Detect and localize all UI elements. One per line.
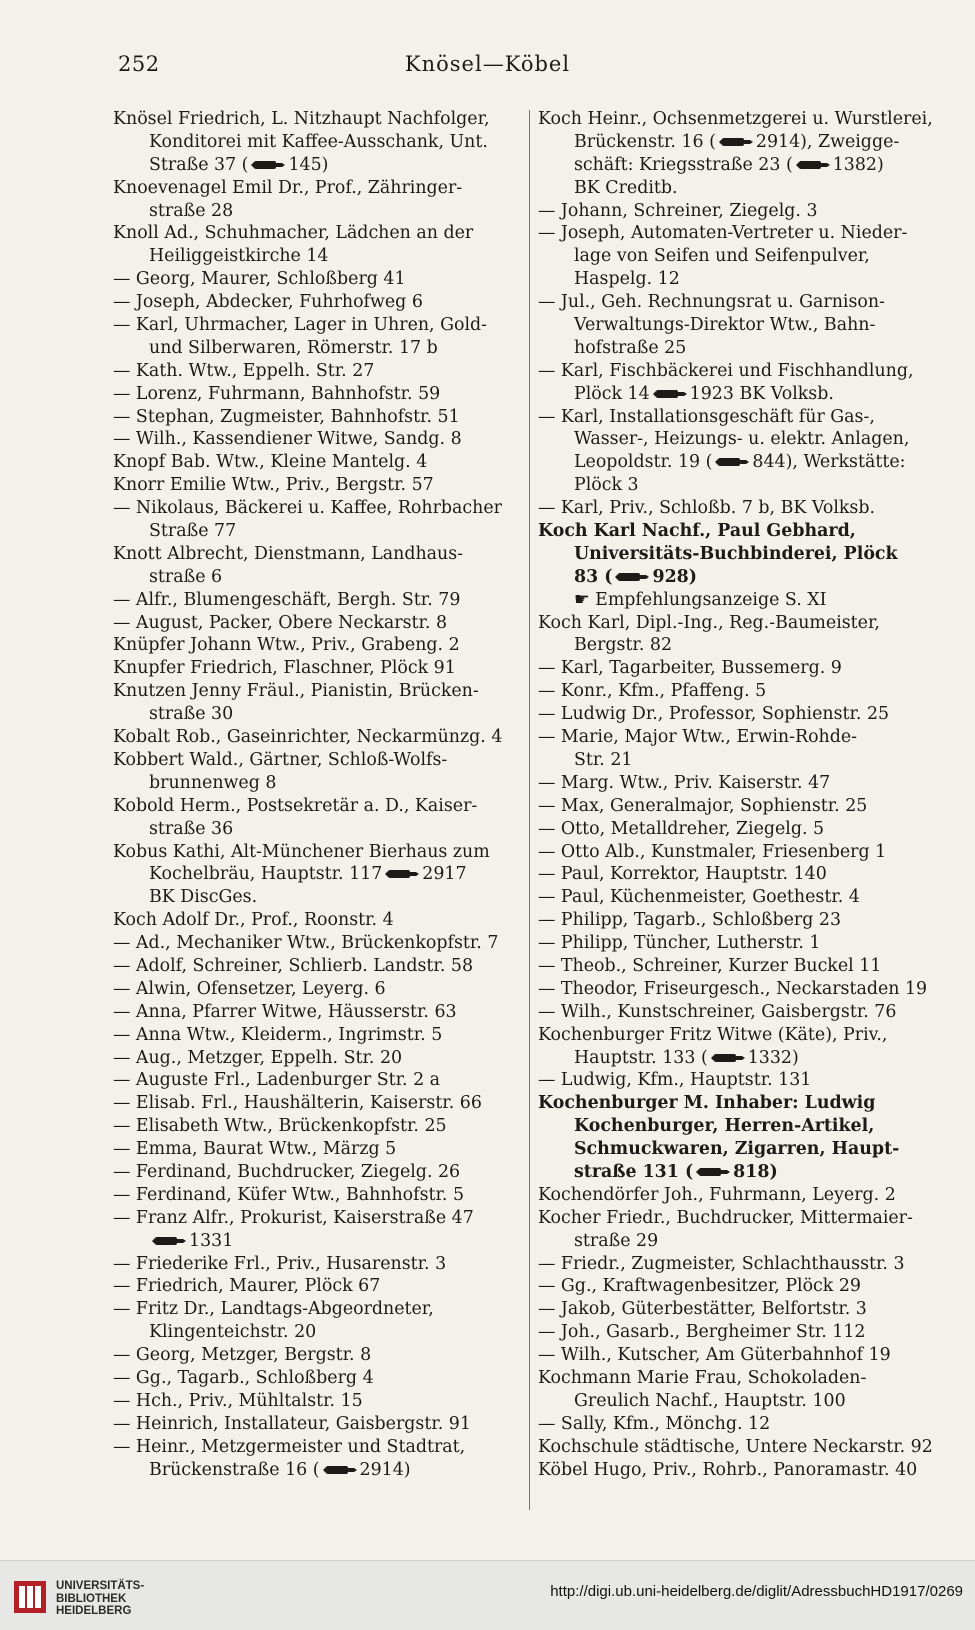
directory-line <box>113 154 523 177</box>
entry-text: — Gg., Kraftwagenbesitzer, Plöck 29 <box>538 1276 861 1297</box>
directory-line <box>538 589 942 612</box>
directory-line <box>538 680 942 703</box>
entry-text: — Joseph, Automaten-Vertreter u. Nieder- <box>538 223 908 244</box>
telephone-icon <box>251 159 285 171</box>
library-name <box>56 1580 144 1618</box>
phone-number: 928) <box>652 566 698 587</box>
directory-line <box>113 1115 523 1138</box>
telephone-icon <box>711 1052 745 1064</box>
directory-line <box>538 1253 942 1276</box>
entry-text: — Friederike Frl., Priv., Husarenstr. 3 <box>113 1253 447 1274</box>
directory-line <box>538 909 942 932</box>
entry-text: Kobus Kathi, Alt-Münchener Bierhaus zum <box>113 841 490 862</box>
right-column <box>538 108 942 1481</box>
entry-text: hofstraße 25 <box>574 337 687 358</box>
entry-text: — August, Packer, Obere Neckarstr. 8 <box>113 612 448 633</box>
page-number: 252 <box>118 52 160 76</box>
entry-text: Greulich Nachf., Hauptstr. 100 <box>574 1390 846 1411</box>
directory-line <box>113 1367 523 1390</box>
directory-line <box>538 955 942 978</box>
directory-line <box>113 222 523 245</box>
directory-line <box>538 1024 942 1047</box>
entry-text: Str. 21 <box>574 749 633 770</box>
directory-line <box>538 841 942 864</box>
library-name-line: HEIDELBERG <box>56 1605 132 1617</box>
directory-line <box>538 428 942 451</box>
directory-line <box>113 1344 523 1367</box>
directory-line <box>538 1207 942 1230</box>
entry-text: lage von Seifen und Seifenpulver, <box>574 246 870 267</box>
entry-text: — Theob., Schreiner, Kurzer Buckel 11 <box>538 955 882 976</box>
entry-text: — Heinrich, Installateur, Gaisbergstr. 91 <box>113 1413 471 1434</box>
directory-line <box>538 1367 942 1390</box>
directory-line <box>538 772 942 795</box>
directory-line <box>538 1390 942 1413</box>
entry-text: Brückenstraße 16 ( <box>149 1459 320 1480</box>
directory-line <box>538 451 942 474</box>
entry-text: — Paul, Korrektor, Hauptstr. 140 <box>538 864 827 885</box>
entry-text: Plöck 14 <box>574 383 650 404</box>
directory-line <box>113 1436 523 1459</box>
directory-line <box>538 360 942 383</box>
entry-text: — Alfr., Blumengeschäft, Bergh. Str. 79 <box>113 589 461 610</box>
directory-line <box>113 772 523 795</box>
directory-line <box>538 474 942 497</box>
entry-text: — Elisabeth Wtw., Brückenkopfstr. 25 <box>113 1116 447 1137</box>
directory-line <box>113 245 523 268</box>
directory-line <box>538 497 942 520</box>
entry-text: — Max, Generalmajor, Sophienstr. 25 <box>538 795 868 816</box>
directory-line <box>113 520 523 543</box>
entry-text: Knorr Emilie Wtw., Priv., Bergstr. 57 <box>113 475 434 496</box>
entry-text: Brückenstr. 16 ( <box>574 131 716 152</box>
telephone-icon <box>385 868 419 880</box>
directory-line <box>538 886 942 909</box>
directory-line <box>538 978 942 1001</box>
entry-text: Klingenteichstr. 20 <box>149 1322 317 1343</box>
directory-line <box>113 1024 523 1047</box>
directory-line <box>113 1275 523 1298</box>
directory-line <box>113 566 523 589</box>
directory-line <box>113 177 523 200</box>
entry-text: Kochendörfer Joh., Fuhrmann, Leyerg. 2 <box>538 1184 896 1205</box>
phone-number: 2914) <box>359 1459 411 1480</box>
entry-text: — Ludwig, Kfm., Hauptstr. 131 <box>538 1070 812 1091</box>
entry-text: straße 36 <box>149 818 234 839</box>
entry-text: Kochenburger Fritz Witwe (Käte), Priv., <box>538 1024 888 1045</box>
directory-line <box>113 337 523 360</box>
entry-text: — Fritz Dr., Landtags-Abgeordneter, <box>113 1299 434 1320</box>
directory-line <box>538 1184 942 1207</box>
entry-text: 83 ( <box>574 566 613 587</box>
directory-line <box>538 1161 942 1184</box>
directory-line <box>538 1298 942 1321</box>
entry-text: Universitäts-Buchbinderei, Plöck <box>574 543 898 564</box>
entry-text: — Joh., Gasarb., Bergheimer Str. 112 <box>538 1322 866 1343</box>
entry-text: Straße 37 ( <box>149 154 249 175</box>
directory-line <box>538 726 942 749</box>
directory-line <box>113 314 523 337</box>
phone-number: 2914), Zweigge- <box>755 131 900 152</box>
directory-line <box>538 1275 942 1298</box>
directory-line <box>113 1253 523 1276</box>
directory-line <box>538 154 942 177</box>
directory-line <box>113 497 523 520</box>
directory-line <box>113 474 523 497</box>
directory-line <box>113 726 523 749</box>
entry-text: — Alwin, Ofensetzer, Leyerg. 6 <box>113 978 386 999</box>
phone-number: 844), Werkstätte: <box>752 452 906 473</box>
entry-text: — Ad., Mechaniker Wtw., Brückenkopfstr. 7 <box>113 933 499 954</box>
entry-text: straße 29 <box>574 1230 659 1251</box>
entry-text: — Sally, Kfm., Mönchg. 12 <box>538 1413 771 1434</box>
directory-line <box>538 406 942 429</box>
entry-text: Koch Karl Nachf., Paul Gebhard, <box>538 521 856 542</box>
entry-text: — Otto Alb., Kunstmaler, Friesenberg 1 <box>538 841 887 862</box>
directory-line <box>113 360 523 383</box>
phone-number: 818) <box>733 1161 778 1182</box>
directory-line <box>538 612 942 635</box>
directory-line <box>538 634 942 657</box>
directory-line <box>113 589 523 612</box>
entry-text: Schmuckwaren, Zigarren, Haupt- <box>574 1139 900 1160</box>
phone-number: 1382) <box>832 154 884 175</box>
entry-text: — Georg, Metzger, Bergstr. 8 <box>113 1345 372 1366</box>
directory-line <box>113 268 523 291</box>
entry-text: — Joseph, Abdecker, Fuhrhofweg 6 <box>113 292 423 313</box>
entry-text: Bergstr. 82 <box>574 635 673 656</box>
directory-line <box>538 108 942 131</box>
directory-line <box>113 1459 523 1482</box>
entry-text: — Konr., Kfm., Pfaffeng. 5 <box>538 681 767 702</box>
directory-line <box>113 1390 523 1413</box>
entry-text: schäft: Kriegsstraße 23 ( <box>574 154 793 175</box>
entry-text: — Jakob, Güterbestätter, Belfortstr. 3 <box>538 1299 867 1320</box>
directory-line <box>113 383 523 406</box>
entry-text: Haspelg. 12 <box>574 269 680 290</box>
directory-line <box>113 1207 523 1230</box>
entry-text: — Wilh., Kunstschreiner, Gaisbergstr. 76 <box>538 1001 897 1022</box>
entry-text: Knott Albrecht, Dienstmann, Landhaus- <box>113 543 464 564</box>
directory-line <box>538 268 942 291</box>
entry-text: straße 131 ( <box>574 1161 694 1182</box>
directory-line <box>113 1298 523 1321</box>
entry-text: Knupfer Friedrich, Flaschner, Plöck 91 <box>113 658 456 679</box>
phone-number: 2917 <box>422 864 467 885</box>
entry-text: — Karl, Tagarbeiter, Bussemerg. 9 <box>538 658 842 679</box>
telephone-icon <box>796 159 830 171</box>
directory-line <box>538 1344 942 1367</box>
directory-line <box>113 200 523 223</box>
entry-text: — Theodor, Friseurgesch., Neckarstaden 19 <box>538 978 928 999</box>
entry-text: Knösel Friedrich, L. Nitzhaupt Nachfolger, <box>113 109 490 129</box>
entry-text: Kochenburger, Herren-Artikel, <box>574 1116 875 1137</box>
directory-line <box>113 543 523 566</box>
entry-text: Koch Heinr., Ochsenmetzgerei u. Wurstlerei, <box>538 109 933 129</box>
directory-line <box>113 818 523 841</box>
directory-line <box>538 1001 942 1024</box>
directory-line <box>113 1413 523 1436</box>
directory-line <box>113 428 523 451</box>
left-column <box>113 108 523 1481</box>
directory-line <box>113 406 523 429</box>
entry-text: — Emma, Baurat Wtw., Märzg 5 <box>113 1139 397 1160</box>
entry-text: Knopf Bab. Wtw., Kleine Mantelg. 4 <box>113 452 428 473</box>
entry-text: — Jul., Geh. Rechnungsrat u. Garnison- <box>538 292 885 313</box>
entry-text: brunnenweg 8 <box>149 772 277 793</box>
entry-text: BK Creditb. <box>574 177 678 198</box>
directory-line <box>113 955 523 978</box>
directory-line <box>538 795 942 818</box>
directory-line <box>538 337 942 360</box>
entry-text: — Elisab. Frl., Haushälterin, Kaiserstr. 66 <box>113 1093 482 1114</box>
entry-text: Knoll Ad., Schuhmacher, Lädchen an der <box>113 223 474 244</box>
entry-text: straße 28 <box>149 200 234 221</box>
telephone-icon <box>715 456 749 468</box>
directory-line <box>113 886 523 909</box>
telephone-icon <box>323 1464 357 1476</box>
directory-line <box>113 795 523 818</box>
directory-line <box>538 1459 942 1482</box>
entry-text: ☛ Empfehlungsanzeige S. XI <box>574 589 827 610</box>
entry-text: Hauptstr. 133 ( <box>574 1047 708 1068</box>
directory-line <box>113 863 523 886</box>
directory-line <box>113 451 523 474</box>
entry-text: Kochelbräu, Hauptstr. 117 <box>149 864 383 885</box>
entry-text: — Ludwig Dr., Professor, Sophienstr. 25 <box>538 704 890 725</box>
directory-line <box>538 314 942 337</box>
telephone-icon <box>719 136 753 148</box>
column-divider <box>529 110 530 1510</box>
entry-text: Koch Adolf Dr., Prof., Roonstr. 4 <box>113 910 394 931</box>
directory-line <box>538 1115 942 1138</box>
entry-text: — Anna Wtw., Kleiderm., Ingrimstr. 5 <box>113 1024 443 1045</box>
directory-line <box>538 863 942 886</box>
entry-text: — Lorenz, Fuhrmann, Bahnhofstr. 59 <box>113 383 441 404</box>
entry-text: — Georg, Maurer, Schloßberg 41 <box>113 269 406 290</box>
entry-text: — Stephan, Zugmeister, Bahnhofstr. 51 <box>113 406 460 427</box>
entry-text: straße 30 <box>149 704 234 725</box>
entry-text: straße 6 <box>149 566 223 587</box>
directory-line <box>538 291 942 314</box>
directory-line <box>538 245 942 268</box>
directory-line <box>113 749 523 772</box>
directory-line <box>538 1413 942 1436</box>
directory-line <box>538 383 942 406</box>
directory-line <box>538 131 942 154</box>
directory-line <box>538 1092 942 1115</box>
entry-text: — Aug., Metzger, Eppelh. Str. 20 <box>113 1047 403 1068</box>
entry-text: — Heinr., Metzgermeister und Stadtrat, <box>113 1436 466 1457</box>
entry-text: Verwaltungs-Direktor Wtw., Bahn- <box>574 315 876 336</box>
directory-line <box>538 1230 942 1253</box>
phone-number: 1332) <box>747 1047 799 1068</box>
directory-line <box>538 703 942 726</box>
entry-text: — Otto, Metalldreher, Ziegelg. 5 <box>538 818 825 839</box>
directory-line <box>538 657 942 680</box>
entry-text: Kochenburger M. Inhaber: Ludwig <box>538 1093 876 1114</box>
directory-line <box>113 680 523 703</box>
entry-text: — Marie, Major Wtw., Erwin-Rohde- <box>538 727 858 748</box>
entry-text: Kochmann Marie Frau, Schokoladen- <box>538 1367 867 1388</box>
entry-text: — Auguste Frl., Ladenburger Str. 2 a <box>113 1070 441 1091</box>
phone-number: 1923 BK Volksb. <box>689 383 834 404</box>
entry-text: — Karl, Priv., Schloßb. 7 b, BK Volksb. <box>538 498 876 519</box>
entry-text: Kochschule städtische, Untere Neckarstr. 92 <box>538 1436 933 1457</box>
entry-text: — Karl, Uhrmacher, Lager in Uhren, Gold- <box>113 315 488 336</box>
entry-text: — Hch., Priv., Mühltalstr. 15 <box>113 1390 363 1411</box>
directory-line <box>538 1321 942 1344</box>
telephone-icon <box>696 1166 730 1178</box>
entry-text: und Silberwaren, Römerstr. 17 b <box>149 337 438 358</box>
entry-text: Kobbert Wald., Gärtner, Schloß-Wolfs- <box>113 749 448 770</box>
directory-line <box>113 1184 523 1207</box>
entry-text: Koch Karl, Dipl.-Ing., Reg.-Baumeister, <box>538 612 880 633</box>
entry-text: Knüpfer Johann Wtw., Priv., Grabeng. 2 <box>113 635 460 656</box>
directory-line <box>113 1161 523 1184</box>
entry-text: — Johann, Schreiner, Ziegelg. 3 <box>538 200 818 221</box>
directory-line <box>113 1001 523 1024</box>
entry-text: — Paul, Küchenmeister, Goethestr. 4 <box>538 887 860 908</box>
telephone-icon <box>615 571 649 583</box>
entry-text: Straße 77 <box>149 521 237 542</box>
directory-line <box>113 932 523 955</box>
entry-text: — Franz Alfr., Prokurist, Kaiserstraße 47 <box>113 1207 474 1228</box>
directory-line <box>113 612 523 635</box>
directory-line <box>538 520 942 543</box>
entry-text: — Adolf, Schreiner, Schlierb. Landstr. 58 <box>113 955 474 976</box>
entry-text: Kobold Herm., Postsekretär a. D., Kaiser- <box>113 795 478 816</box>
entry-text: — Marg. Wtw., Priv. Kaiserstr. 47 <box>538 772 831 793</box>
entry-text: Köbel Hugo, Priv., Rohrb., Panoramastr. 40 <box>538 1459 918 1480</box>
directory-line <box>538 222 942 245</box>
directory-line <box>113 841 523 864</box>
directory-line <box>538 177 942 200</box>
directory-line <box>113 1321 523 1344</box>
phone-number: 145) <box>288 154 329 175</box>
entry-text: Knoevenagel Emil Dr., Prof., Zähringer- <box>113 177 463 198</box>
source-url[interactable]: http://digi.ub.uni-heidelberg.de/diglit/AdressbuchHD1917/0269 <box>550 1583 963 1600</box>
entry-text: — Philipp, Tagarb., Schloßberg 23 <box>538 910 842 931</box>
directory-line <box>538 932 942 955</box>
entry-text: — Anna, Pfarrer Witwe, Häusserstr. 63 <box>113 1001 457 1022</box>
directory-line <box>113 1230 523 1253</box>
entry-text: — Wilh., Kassendiener Witwe, Sandg. 8 <box>113 429 462 450</box>
entry-text: — Friedr., Zugmeister, Schlachthausstr. 3 <box>538 1253 905 1274</box>
directory-line <box>538 200 942 223</box>
directory-line <box>113 703 523 726</box>
entry-text: Kobalt Rob., Gaseinrichter, Neckarmünzg. 4 <box>113 727 503 748</box>
entry-text: — Wilh., Kutscher, Am Güterbahnhof 19 <box>538 1345 891 1366</box>
directory-line <box>538 749 942 772</box>
directory-line <box>113 634 523 657</box>
entry-text: — Karl, Fischbäckerei und Fischhandlung, <box>538 360 914 381</box>
entry-text: — Nikolaus, Bäckerei u. Kaffee, Rohrbacher <box>113 498 502 519</box>
directory-line <box>113 291 523 314</box>
phone-number: 1331 <box>189 1230 234 1251</box>
entry-text: — Gg., Tagarb., Schloßberg 4 <box>113 1367 374 1388</box>
directory-line <box>113 909 523 932</box>
entry-text: — Karl, Installationsgeschäft für Gas-, <box>538 406 875 427</box>
library-logo-icon <box>14 1581 46 1613</box>
directory-line <box>538 1436 942 1459</box>
directory-line <box>113 108 523 131</box>
directory-line <box>538 543 942 566</box>
entry-text: — Philipp, Tüncher, Lutherstr. 1 <box>538 933 821 954</box>
entry-text: — Kath. Wtw., Eppelh. Str. 27 <box>113 360 375 381</box>
entry-text: Plöck 3 <box>574 475 639 496</box>
entry-text: — Ferdinand, Küfer Wtw., Bahnhofstr. 5 <box>113 1184 465 1205</box>
directory-line <box>113 1138 523 1161</box>
entry-text: Konditorei mit Kaffee-Ausschank, Unt. <box>149 131 488 152</box>
directory-line <box>538 818 942 841</box>
directory-line <box>538 1047 942 1070</box>
directory-line <box>113 131 523 154</box>
telephone-icon <box>152 1235 186 1247</box>
directory-line <box>113 1092 523 1115</box>
directory-line <box>538 566 942 589</box>
directory-line <box>538 1069 942 1092</box>
directory-line <box>538 1138 942 1161</box>
entry-text: Wasser-, Heizungs- u. elektr. Anlagen, <box>574 429 910 450</box>
running-head: Knösel—Köbel <box>404 52 571 76</box>
entry-text: — Friedrich, Maurer, Plöck 67 <box>113 1276 381 1297</box>
entry-text: Knutzen Jenny Fräul., Pianistin, Brücken- <box>113 681 479 702</box>
entry-text: Kocher Friedr., Buchdrucker, Mittermaier- <box>538 1207 913 1228</box>
telephone-icon <box>653 388 687 400</box>
entry-text: Heiliggeistkirche 14 <box>149 246 329 267</box>
entry-text: Leopoldstr. 19 ( <box>574 452 713 473</box>
directory-line <box>113 1047 523 1070</box>
library-name-line: UNIVERSITÄTS- <box>56 1580 145 1592</box>
library-name-line: BIBLIOTHEK <box>56 1592 127 1605</box>
directory-line <box>113 657 523 680</box>
directory-line <box>113 1069 523 1092</box>
entry-text: — Ferdinand, Buchdrucker, Ziegelg. 26 <box>113 1161 461 1182</box>
directory-line <box>113 978 523 1001</box>
entry-text: BK DiscGes. <box>149 887 258 908</box>
